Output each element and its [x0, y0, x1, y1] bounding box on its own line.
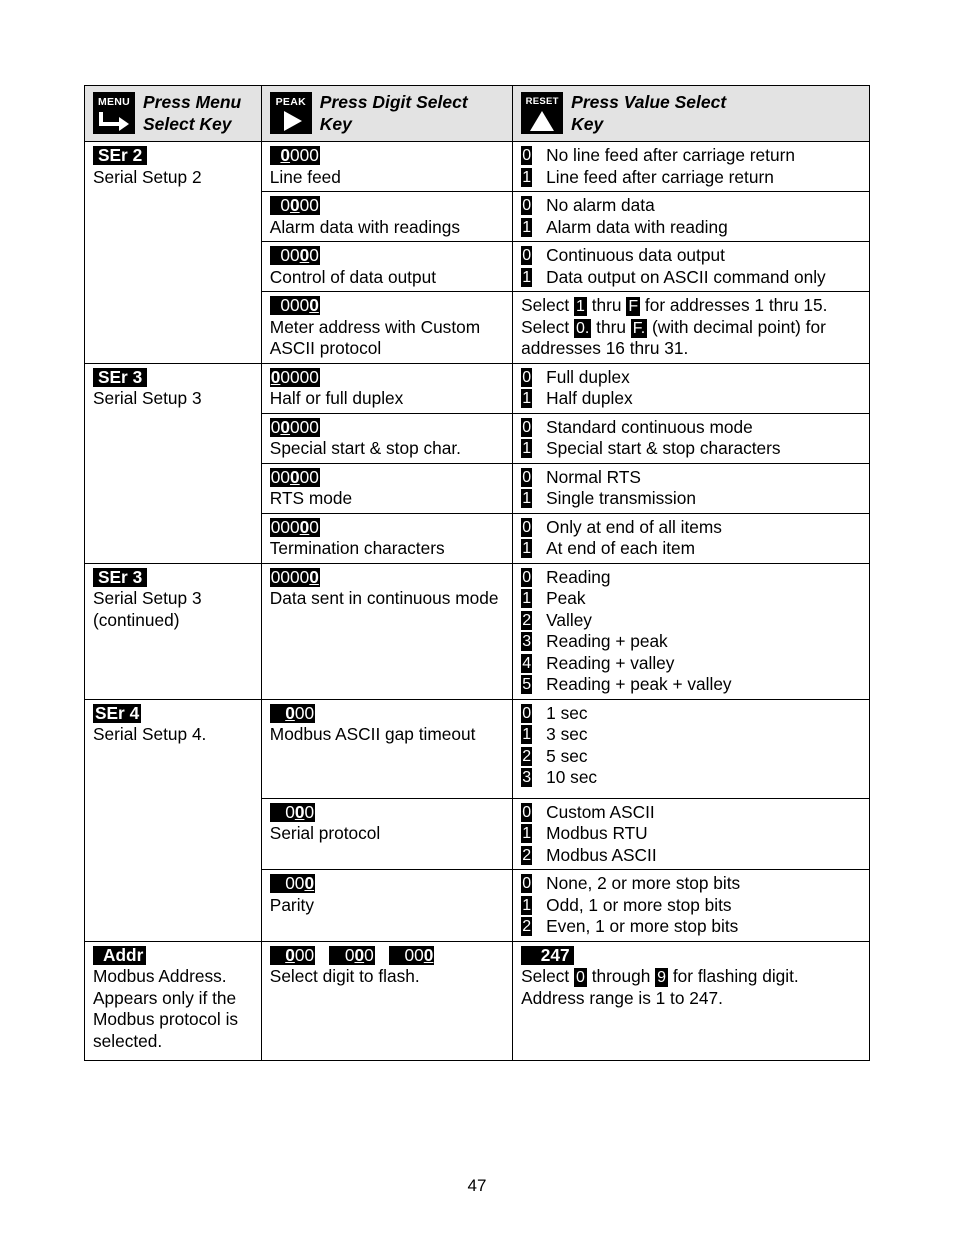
value-box: 2: [522, 747, 532, 765]
menu-code-display: SEr 3: [93, 568, 147, 587]
value-box: 0: [576, 969, 585, 986]
digit-cell: [261, 292, 512, 364]
header-digit-key: [261, 86, 512, 142]
list-item: 1 Single transmission: [522, 488, 696, 508]
address-instructions: Select 1 thru F for addresses 1 thru 15. Select 0. thru F. (with decimal point) for addresses 16 thru 31.: [521, 295, 828, 358]
settings-table: [84, 85, 870, 1061]
digit-label: Modbus ASCII gap timeout: [269, 724, 476, 744]
digit-cell: [261, 192, 512, 242]
digit-display: 0000: [270, 146, 320, 165]
digit-display: 0000: [270, 195, 319, 215]
value-box: 0: [522, 368, 532, 386]
digit-cell: [261, 870, 512, 942]
list-item: 0 No line feed after carriage return: [522, 145, 795, 165]
digit-display: 000: [390, 944, 434, 965]
value-box: 0: [522, 247, 532, 265]
digit-cell: [261, 798, 512, 870]
menu-description: Modbus protocol is: [93, 1009, 239, 1029]
digit-label: Line feed: [269, 166, 341, 187]
list-item: 0 Reading: [522, 566, 611, 587]
list-item: 0 Continuous data output: [522, 245, 725, 265]
value-box: 0: [522, 147, 532, 165]
menu-description: Serial Setup 4.: [93, 724, 207, 744]
value-box: 9: [657, 969, 667, 986]
menu-description: selected.: [93, 1030, 163, 1051]
menu-code-display: SEr 2: [93, 146, 147, 165]
value-cell: [513, 142, 870, 192]
value-box: 1: [522, 896, 532, 914]
list-item: 0 Custom ASCII: [522, 801, 655, 822]
menu-description: Serial Setup 3: [93, 588, 202, 608]
list-item: 0 1 sec: [522, 702, 588, 723]
menu-cell: [85, 563, 262, 699]
value-box: 1: [522, 440, 532, 458]
value-box: 2: [522, 918, 532, 936]
header-digit-text-2: Key: [319, 114, 352, 134]
menu-description: Appears only if the: [93, 987, 237, 1008]
digit-label: Select digit to flash.: [269, 966, 420, 986]
list-item: 0 Only at end of all items: [522, 516, 722, 537]
menu-description: Serial Setup 3: [93, 388, 202, 408]
value-box: F.: [632, 319, 646, 337]
list-item: 2 5 sec: [522, 745, 588, 766]
value-box: 1: [522, 268, 532, 286]
up-triangle-icon: [528, 110, 556, 132]
value-box: 1: [522, 490, 532, 508]
digit-label: Special start & stop char.: [269, 438, 461, 458]
value-box: 0: [522, 468, 532, 486]
digit-cell: [261, 563, 512, 699]
value-box: 1: [522, 390, 532, 408]
value-cell: [513, 292, 870, 364]
digit-display: 0000: [270, 245, 319, 265]
menu-code-display: Addr: [93, 946, 146, 965]
value-box: 0: [522, 197, 532, 215]
list-item: 3 Reading + peak: [522, 631, 668, 651]
header-menu-text-1: Press Menu: [143, 92, 242, 112]
value-cell: [513, 513, 870, 563]
list-item: 3 10 sec: [522, 767, 598, 787]
value-box: 1: [522, 540, 532, 558]
value-box: 1: [522, 168, 532, 186]
list-item: 0 Full duplex: [522, 366, 630, 387]
value-display: 247: [521, 946, 573, 965]
digit-label: Alarm data with readings: [269, 216, 460, 237]
right-triangle-icon: [278, 110, 304, 132]
digit-cell: [261, 363, 512, 413]
list-item: 1 Peak: [522, 588, 586, 608]
digit-label: Serial protocol: [269, 823, 381, 843]
digit-cell: [261, 513, 512, 563]
value-box: 0: [522, 418, 532, 436]
header-digit-text-1: Press Digit Select: [319, 92, 468, 112]
value-box: 2: [522, 846, 532, 864]
page-number: 47: [467, 1176, 487, 1195]
value-cell: [513, 870, 870, 942]
menu-arrow-icon: [97, 110, 131, 132]
list-item: 1 Odd, 1 or more stop bits: [522, 894, 732, 915]
list-item: 2 Modbus ASCII: [522, 844, 657, 865]
list-item: 2 Even, 1 or more stop bits: [522, 916, 739, 936]
digit-label: Data sent in continuous mode: [269, 588, 499, 608]
value-box: 1: [522, 825, 532, 843]
value-cell: [513, 798, 870, 870]
list-item: 4 Reading + valley: [522, 652, 675, 673]
value-box: 1: [522, 726, 532, 744]
table-row: [85, 563, 870, 699]
value-box: 0: [522, 568, 532, 586]
value-box: 0: [522, 704, 532, 722]
menu-code-display: SEr 3: [93, 368, 147, 387]
list-item: 1 Data output on ASCII command only: [522, 266, 826, 287]
list-item: 1 At end of each item: [522, 538, 696, 558]
menu-description: Modbus Address.: [93, 966, 227, 986]
header-menu-text-2: Select Key: [143, 114, 232, 134]
value-cell: [513, 363, 870, 413]
list-item: 1 3 sec: [522, 724, 588, 744]
table-header-row: [85, 86, 870, 142]
menu-description: Serial Setup 2: [93, 166, 202, 187]
menu-cell: [85, 142, 262, 364]
header-menu-key: [85, 86, 262, 142]
menu-cell: [85, 699, 262, 941]
list-item: 1 Line feed after carriage return: [522, 166, 774, 187]
table-row: [85, 941, 870, 1060]
digit-cell: [261, 463, 512, 513]
value-box: 3: [522, 769, 532, 787]
value-box: 2: [522, 611, 532, 629]
digit-label: Parity: [269, 894, 314, 915]
list-item: 0 Standard continuous mode: [522, 416, 753, 437]
peak-key-icon: PEAK: [270, 92, 312, 134]
value-box: 0: [522, 875, 532, 893]
digit-cell: [261, 242, 512, 292]
list-item: 5 Reading + peak + valley: [522, 674, 732, 694]
list-item: 1 Modbus RTU: [522, 823, 648, 843]
value-box: 0: [522, 518, 532, 536]
value-cell: [513, 413, 870, 463]
digit-display: 000: [270, 946, 315, 965]
header-value-text-1: Press Value Select: [571, 92, 727, 112]
digit-label: Half or full duplex: [269, 388, 404, 408]
menu-cell: [85, 941, 262, 1060]
value-cell: [513, 192, 870, 242]
digit-display: 000: [270, 873, 315, 893]
digit-display: 00000: [270, 516, 319, 537]
header-value-key: [513, 86, 870, 142]
value-box: F: [628, 298, 639, 315]
value-box: 1: [576, 298, 585, 315]
menu-key-icon: MENU: [93, 92, 135, 134]
list-item: 1 Alarm data with reading: [522, 216, 728, 237]
table-row: [85, 363, 870, 413]
list-item: 0 Normal RTS: [522, 466, 641, 487]
value-cell: [513, 699, 870, 798]
digit-label: Termination characters: [269, 538, 445, 558]
list-item: 0 None, 2 or more stop bits: [522, 873, 741, 893]
digit-label: Meter address with Custom ASCII protocol: [269, 316, 481, 358]
address-range-instructions: Select 0 through 9 for flashing digit.: [521, 966, 799, 986]
digit-display: 000: [330, 944, 374, 965]
list-item: 1 Half duplex: [522, 388, 633, 408]
digit-display: 000: [270, 704, 315, 723]
reset-key-icon: RESET: [521, 92, 563, 134]
value-cell: [513, 563, 870, 699]
digit-display: 0000: [270, 295, 319, 315]
digit-cell: [261, 413, 512, 463]
value-box: 0: [522, 803, 532, 821]
digit-cell: [261, 941, 512, 1060]
table-row: [85, 699, 870, 798]
list-item: 0 No alarm data: [522, 195, 655, 215]
menu-cell: [85, 363, 262, 563]
digit-label: Control of data output: [269, 266, 437, 287]
list-item: 1 Special start & stop characters: [522, 438, 781, 458]
digit-display: 00000: [270, 366, 319, 387]
digit-display: 00000: [270, 416, 319, 437]
digit-label: RTS mode: [269, 488, 353, 508]
value-cell: [513, 242, 870, 292]
value-box: 0.: [576, 319, 590, 337]
value-box: 5: [522, 676, 532, 694]
value-box: 1: [522, 218, 532, 236]
digit-cell: [261, 699, 512, 798]
digit-cell: [261, 142, 512, 192]
menu-description: (continued): [93, 609, 180, 630]
digit-display: 00000: [270, 566, 319, 587]
value-cell: 247 Select 0 through 9 for flashing digit. Address range is 1 to 247.: [513, 941, 870, 1060]
value-box: 3: [522, 633, 532, 651]
digit-display: 00000: [270, 466, 319, 487]
value-cell: [513, 463, 870, 513]
value-box: 1: [522, 590, 532, 608]
value-box: 4: [522, 654, 532, 672]
digit-display: 000: [270, 801, 315, 822]
menu-code-display: SEr 4: [95, 702, 140, 723]
table-row: [85, 142, 870, 192]
list-item: 2 Valley: [522, 609, 592, 630]
header-value-text-2: Key: [571, 114, 604, 134]
